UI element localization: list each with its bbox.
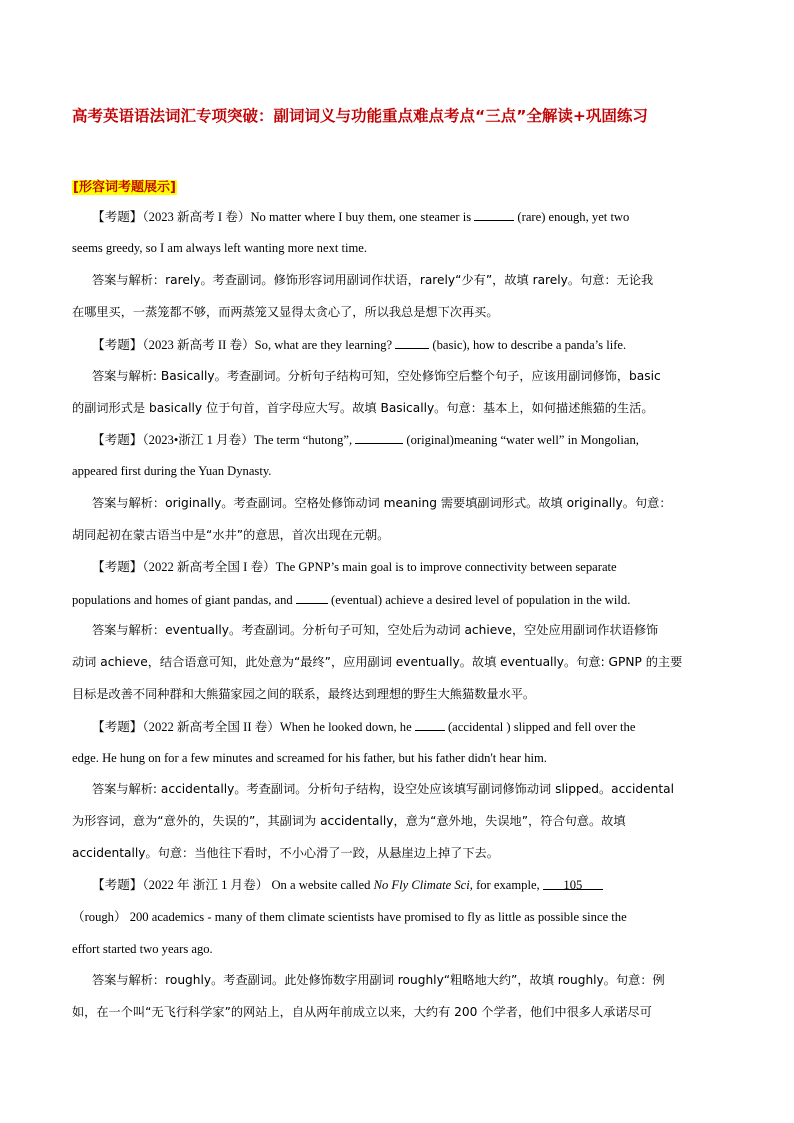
question-3-line-1 xyxy=(92,431,722,448)
q2-text-b: (basic), how to describe a panda’s life. xyxy=(429,338,627,352)
answer-3-line-2: 胡同起初在蒙古语当中是“水井”的意思，首次出现在元朝。 xyxy=(72,528,390,542)
question-4-line-2 xyxy=(72,591,722,608)
answer-blank-105: 105 xyxy=(543,877,603,890)
q6-text-a: 【考题】（2022 年 浙江 1 月卷） On a website called xyxy=(92,878,374,892)
answer-5-line-3: accidentally。句意：当他往下看时，不小心滑了一跤，从悬崖边上掉了下去。 xyxy=(72,846,499,860)
question-5-line-2: edge. He hung on for a few minutes and screamed for his father, but his father didn't hear him. xyxy=(72,751,547,765)
answer-blank xyxy=(474,208,514,221)
q2-text-a: 【考题】（2023 新高考 II 卷）So, what are they learning? xyxy=(92,338,396,352)
q1-text-a: 【考题】（2023 新高考 I 卷）No matter where I buy them, one steamer is xyxy=(92,210,475,224)
q5-text-a: 【考题】（2022 新高考全国 II 卷）When he looked down, he xyxy=(92,720,415,734)
q6-website-name: No Fly Climate Sci xyxy=(373,878,470,892)
question-6-line-3: effort started two years ago. xyxy=(72,942,213,956)
question-2-line-1 xyxy=(92,336,722,353)
question-3-line-2: appeared first during the Yuan Dynasty. xyxy=(72,464,272,478)
answer-6-line-2: 如，在一个叫“无飞行科学家”的网站上，自从两年前成立以来，大约有 200 个学者，他们中很多人承诺尽可 xyxy=(72,1005,652,1019)
q4-text-a: populations and homes of giant pandas, and xyxy=(72,593,296,607)
question-1-line-2: seems greedy, so I am always left wanting more next time. xyxy=(72,241,368,255)
q1-text-b: (rare) enough, yet two xyxy=(514,210,630,224)
q3-text-b: (original)meaning “water well” in Mongolian, xyxy=(403,433,639,447)
section-header xyxy=(72,176,177,195)
question-6-line-2: （rough） 200 academics - many of them climate scientists have promised to fly as little as possible since the xyxy=(72,910,627,924)
answer-4-line-2: 动词 achieve，结合语意可知，此处意为“最终”，应用副词 eventually。故填 eventually。句意: GPNP 的主要 xyxy=(72,655,683,669)
answer-blank xyxy=(395,336,429,349)
q5-text-b: (accidental ) slipped and fell over the xyxy=(444,720,636,734)
answer-blank xyxy=(355,431,403,444)
answer-1-line-1: 答案与解析：rarely。考查副词。修饰形容词用副词作状语，rarely“少有”，故填 rarely。句意：无论我 xyxy=(92,273,654,287)
answer-4-line-1: 答案与解析：eventually。考查副词。分析句子可知，空处后为动词 achieve，空处应用副词作状语修饰 xyxy=(92,623,659,637)
answer-5-line-2: 为形容词，意为“意外的，失误的”，其副词为 accidentally，意为“意外地，失误地”，符合句意。故填 xyxy=(72,814,626,828)
question-5-line-1 xyxy=(92,718,722,735)
q4-text-b: (eventual) achieve a desired level of population in the wild. xyxy=(327,593,631,607)
question-6-line-1 xyxy=(92,877,722,893)
section-header-label: [形容词考题展示] xyxy=(73,180,176,195)
answer-4-line-3: 目标是改善不同种群和大熊猫家园之间的联系，最终达到理想的野生大熊猫数量水平。 xyxy=(72,687,536,701)
answer-6-line-1: 答案与解析：roughly。考查副词。此处修饰数字用副词 roughly“粗略地大约”，故填 roughly。句意：例 xyxy=(92,973,665,987)
answer-blank xyxy=(296,591,328,604)
answer-2-line-2: 的副词形式是 basically 位于句首，首字母应大写。故填 Basically。句意：基本上，如何描述熊猫的生活。 xyxy=(72,401,654,415)
question-4-line-1: 【考题】（2022 新高考全国 I 卷）The GPNP’s main goal is to improve connectivity between separate xyxy=(92,560,617,574)
answer-blank xyxy=(415,718,445,731)
answer-3-line-1: 答案与解析：originally。考查副词。空格处修饰动词 meaning 需要填副词形式。故填 originally。句意： xyxy=(92,496,672,510)
question-1-line-1 xyxy=(92,208,722,225)
q6-text-b: , for example, xyxy=(469,878,543,892)
answer-5-line-1: 答案与解析: accidentally。考查副词。分析句子结构，设空处应该填写副词修饰动词 slipped。accidental xyxy=(92,782,674,796)
answer-2-line-1: 答案与解析: Basically。考查副词。分析句子结构可知，空处修饰空后整个句子，应该用副词修饰，basic xyxy=(92,369,661,383)
answer-1-line-2: 在哪里买，一蒸笼都不够，而两蒸笼又显得太贪心了，所以我总是想下次再买。 xyxy=(72,305,499,319)
q3-text-a: 【考题】（2023•浙江 1 月卷）The term “hutong”, xyxy=(92,433,356,447)
document-title: 高考英语语法词汇专项突破：副词词义与功能重点难点考点“三点”全解读+巩固练习 xyxy=(72,107,648,125)
